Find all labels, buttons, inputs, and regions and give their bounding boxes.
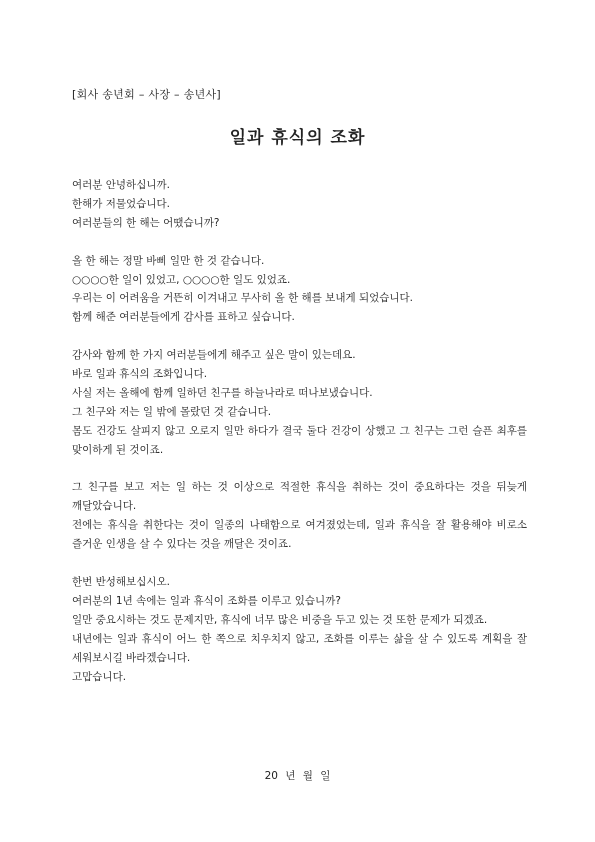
paragraph-closing — [72, 573, 527, 686]
date-line: 20 년 월 일 — [264, 770, 331, 782]
text-line: 그 친구를 보고 저는 일 하는 것 이상으로 적절한 휴식을 취하는 것이 중요하다는 것을 뒤늦게 깨달았습니다. — [72, 481, 527, 513]
paragraph-greeting — [72, 176, 527, 233]
speech-title: 일과 휴식의 조화 — [229, 128, 366, 148]
text-line: ○○○○한 일이 있었고, ○○○○한 일도 있었죠. — [72, 273, 291, 286]
text-line: 전에는 휴식을 취한다는 것이 일종의 나태함으로 여겨졌었는데, 일과 휴식을 잘 활용해야 비로소 즐거운 인생을 살 수 있다는 것을 깨달은 것이죠. — [72, 519, 527, 551]
text-line: 우리는 이 어려움을 거뜬히 이겨내고 무사히 올 한 해를 보내게 되었습니다. — [72, 292, 414, 305]
text-line: 올 한 해는 정말 바삐 일만 한 것 같습니다. — [72, 254, 265, 267]
speech-body — [72, 176, 527, 705]
text-line: 그 친구와 저는 일 밖에 몰랐던 것 같습니다. — [72, 405, 272, 418]
text-line: 고맙습니다. — [72, 670, 127, 683]
text-line: 바로 일과 휴식의 조화입니다. — [72, 368, 208, 381]
text-line: 여러분 안녕하십니까. — [72, 179, 170, 191]
text-line: 사실 저는 올해에 함께 일하던 친구를 하늘나라로 떠나보냈습니다. — [72, 386, 373, 399]
text-line: 한번 반성해보십시오. — [72, 575, 170, 588]
text-line: 일만 중요시하는 것도 문제지만, 휴식에 너무 많은 비중을 두고 있는 것 또한 문제가 되겠죠. — [72, 613, 488, 626]
text-line: 한해가 저물었습니다. — [72, 197, 170, 210]
text-line: 여러분의 1년 속에는 일과 휴식이 조화를 이루고 있습니까? — [72, 594, 341, 607]
text-line: 감사와 함께 한 가지 여러분들에게 해주고 싶은 말이 있는데요. — [72, 349, 356, 362]
text-line: 몸도 건강도 살피지 않고 오로지 일만 하다가 결국 둘다 건강이 상했고 그 친구는 그런 슬픈 최후를 맞이하게 된 것이죠. — [72, 424, 527, 456]
text-line: 여러분들의 한 해는 어땠습니까? — [72, 216, 220, 229]
paragraph-story — [72, 346, 527, 459]
paragraph-lesson — [72, 478, 527, 554]
speech-category-tag: [회사 송년회 – 사장 – 송년사] — [72, 88, 222, 101]
text-line: 내년에는 일과 휴식이 어느 한 쪽으로 치우치지 않고, 조화를 이루는 삶을 살 수 있도록 계획을 잘 세워보시길 바라겠습니다. — [72, 632, 527, 664]
text-line: 함께 해준 여러분들에게 감사를 표하고 싶습니다. — [72, 311, 295, 324]
paragraph-year-review — [72, 252, 527, 328]
